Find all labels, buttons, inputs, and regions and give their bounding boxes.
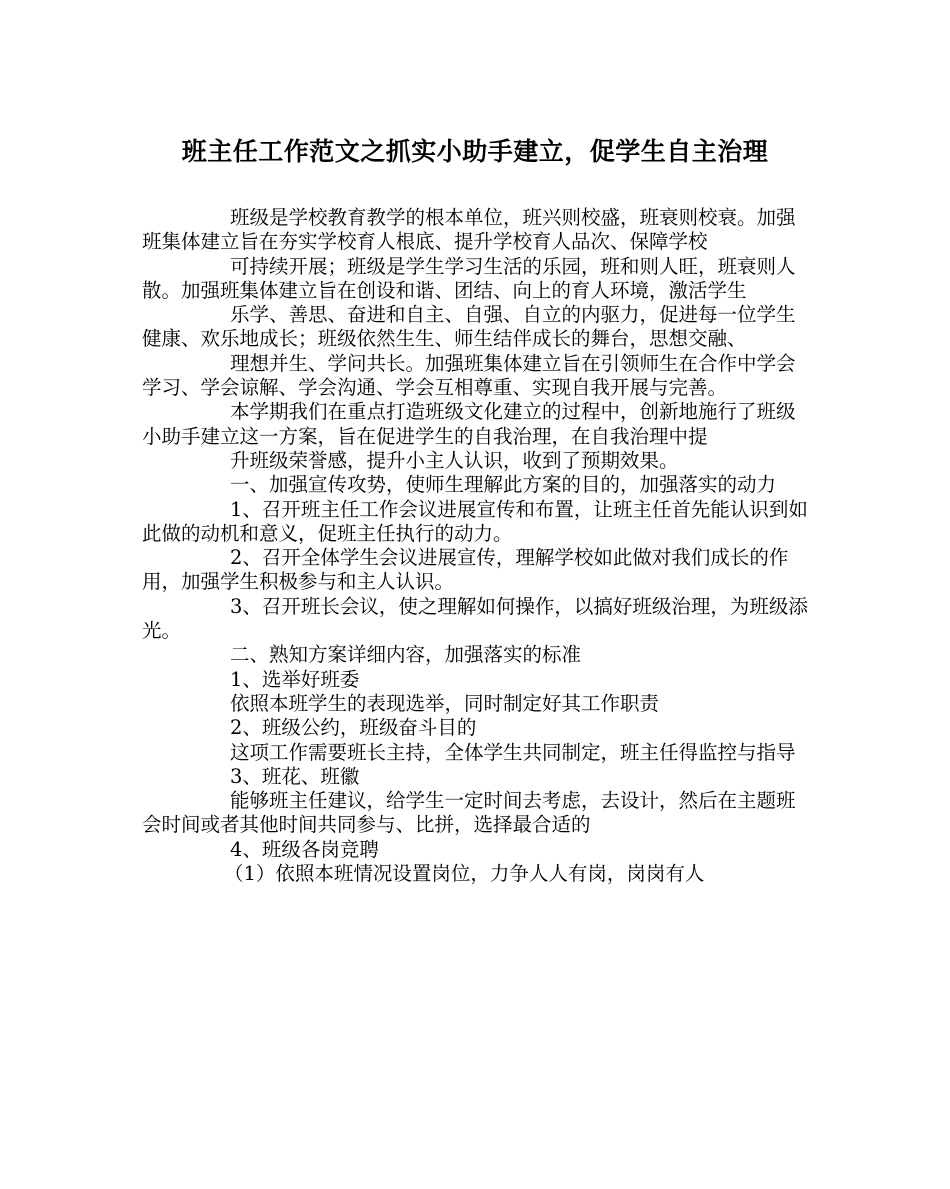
paragraph: 2、召开全体学生会议进展宣传，理解学校如此做对我们成长的作用，加强学生积极参与和主人认识。: [142, 546, 789, 594]
subsection-heading: 3、班花、班徽: [230, 764, 360, 788]
paragraph: 1、召开班主任工作会议进展宣传和布置，让班主任首先能认识到如此做的动机和意义，促班主任执行的动力。: [142, 497, 808, 545]
list-item: （1）依照本班情况设置岗位，力争人人有岗，岗岗有人: [224, 862, 705, 886]
paragraph: 班级是学校教育教学的根本单位，班兴则校盛，班衰则校衰。加强班集体建立旨在夯实学校育人根底、提升学校育人品次、保障学校: [142, 206, 796, 254]
section-heading: 二、熟知方案详细内容，加强落实的标准: [230, 643, 582, 667]
paragraph: 升班级荣誉感，提升小主人认识，收到了预期效果。: [230, 448, 679, 472]
subsection-heading: 2、班级公约，班级奋斗目的: [230, 716, 477, 740]
document-title: 班主任工作范文之抓实小助手建立，促学生自主治理: [181, 137, 769, 166]
paragraph: 乐学、善思、奋进和自主、自强、自立的内驱力，促进每一位学生健康、欢乐地成长；班级依然生生、师生结伴成长的舞台，思想交融、: [142, 303, 796, 351]
paragraph: 能够班主任建议，给学生一定时间去考虑，去设计，然后在主题班会时间或者其他时间共同参与、比拼，选择最合适的: [142, 789, 796, 837]
paragraph: 依照本班学生的表现选举，同时制定好其工作职责: [230, 691, 660, 715]
paragraph: 这项工作需要班长主持，全体学生共同制定，班主任得监控与指导: [230, 740, 796, 764]
subsection-heading: 4、班级各岗竞聘: [230, 837, 379, 861]
paragraph: 可持续开展；班级是学生学习生活的乐园，班和则人旺，班衰则人散。加强班集体建立旨在创设和谐、团结、向上的育人环境，激活学生: [142, 254, 796, 302]
paragraph: 3、召开班长会议，使之理解如何操作，以搞好班级治理，为班级添光。: [142, 594, 808, 643]
paragraph: 本学期我们在重点打造班级文化建立的过程中，创新地施行了班级小助手建立这一方案，旨在促进学生的自我治理，在自我治理中提: [142, 400, 796, 448]
section-heading: 一、加强宣传攻势，使师生理解此方案的目的，加强落实的动力: [230, 473, 777, 497]
paragraph: 理想并生、学问共长。加强班集体建立旨在引领师生在合作中学会学习、学会谅解、学会沟通、学会互相尊重、实现自我开展与完善。: [142, 351, 796, 400]
document-body: [142, 206, 814, 886]
subsection-heading: 1、选举好班委: [230, 667, 360, 691]
